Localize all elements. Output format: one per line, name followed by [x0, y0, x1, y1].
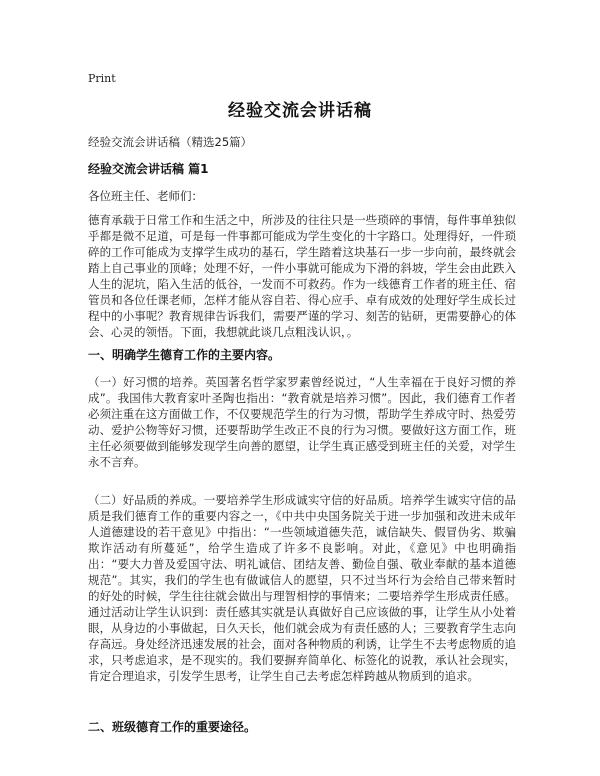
item-two-text: （二）好品质的养成。一要培养学生形成诚实守信的好品质。培养学生诚实守信的品质是我们德育工作的重要内容之一，《中共中央国务院关于进一步加强和改进未成年人道德建设的若干意见》中指出：“一些领域道德失范，诚信缺失、假冒伪劣、欺骗欺诈活动有所蔓延”，给学生造成了许多不良影响。对此，《意见》中也明确指出：“要大力普及爱国守法、明礼诚信、团结友善、勤俭自强、敬业奉献的基本道德规范”。其实，我们的学生也有做诚信人的愿望，只不过当坏行为会给自己带来暂时的好处的时候，学生往往就会做出与理智相悖的事情来；二要培养学生形成责任感。通过活动让学生认识到：责任感其实就是认真做好自己应该做的事，让学生从小处着眼，从身边的小事做起，日久天长，他们就会成为有责任感的人；三要教育学生志向存高远。身处经济迅速发展的社会，面对各种物质的利诱，让学生不去考虑物质的追求，只考虑追求，是不现实的。我们要摒弃简单化、标签化的说教，承认社会现实，肯定合理追求，引发学生思考，让学生自己去考虑怎样跨越从物质到的追求。	[88, 493, 516, 683]
section-heading-one: 一、明确学生德育工作的主要内容。	[88, 348, 281, 362]
item-one-text: （一）好习惯的培养。英国著名哲学家罗素曾经说过，“人生幸福在于良好习惯的养成”。我国伟大教育家叶圣陶也指出：“教育就是培养习惯”。因此，我们德育工作者必须注重在这方面做工作，不仅要规范学生的行为习惯，帮助学生养成守时、热爱劳动、爱护公物等好习惯，还要帮助学生改正不良的行为习惯。要做好这方面工作，班主任必须要做到能够发现学生向善的愿望，让学生真正感受到班主任的关爱，对学生永不言弃。	[88, 375, 516, 469]
page-title: 经验交流会讲话稿	[228, 101, 372, 121]
greeting-text: 各位班主任、老师们：	[88, 189, 203, 203]
print-link[interactable]: Print	[88, 72, 116, 85]
document-subtitle: 经验交流会讲话稿（精选25篇）	[88, 135, 253, 149]
item-one-paragraph	[88, 374, 516, 470]
intro-text: 德育承载于日常工作和生活之中，所涉及的往往只是一些琐碎的事情，每件事单独似乎都是微不足道，可是每一件事都可能成为学生变化的十字路口。处理得好，一件琐碎的工作可能成为支撑学生成功的基石，学生踏着这块基石一步一步向前，最终就会踏上自己事业的顶峰；处理不好，一件小事就可能成为下滑的斜坡，学生会由此跌入人生的泥坑，陷入生活的低谷，一发而不可救药。作为一线德育工作者的班主任、宿管员和各位任课老师，怎样才能从容自若、得心应手、卓有成效的处理好学生成长过程中的小事呢？教育规律告诉我们，需要严谨的学习、刻苦的钻研，更需要静心的体会、心灵的领悟。下面，我想就此谈几点粗浅认识，。	[88, 213, 516, 339]
section-heading-two: 二、班级德育工作的重要途径。	[88, 720, 257, 734]
intro-paragraph	[88, 212, 516, 340]
item-two-paragraph	[88, 492, 516, 684]
part-heading: 经验交流会讲话稿 篇1	[88, 162, 209, 176]
